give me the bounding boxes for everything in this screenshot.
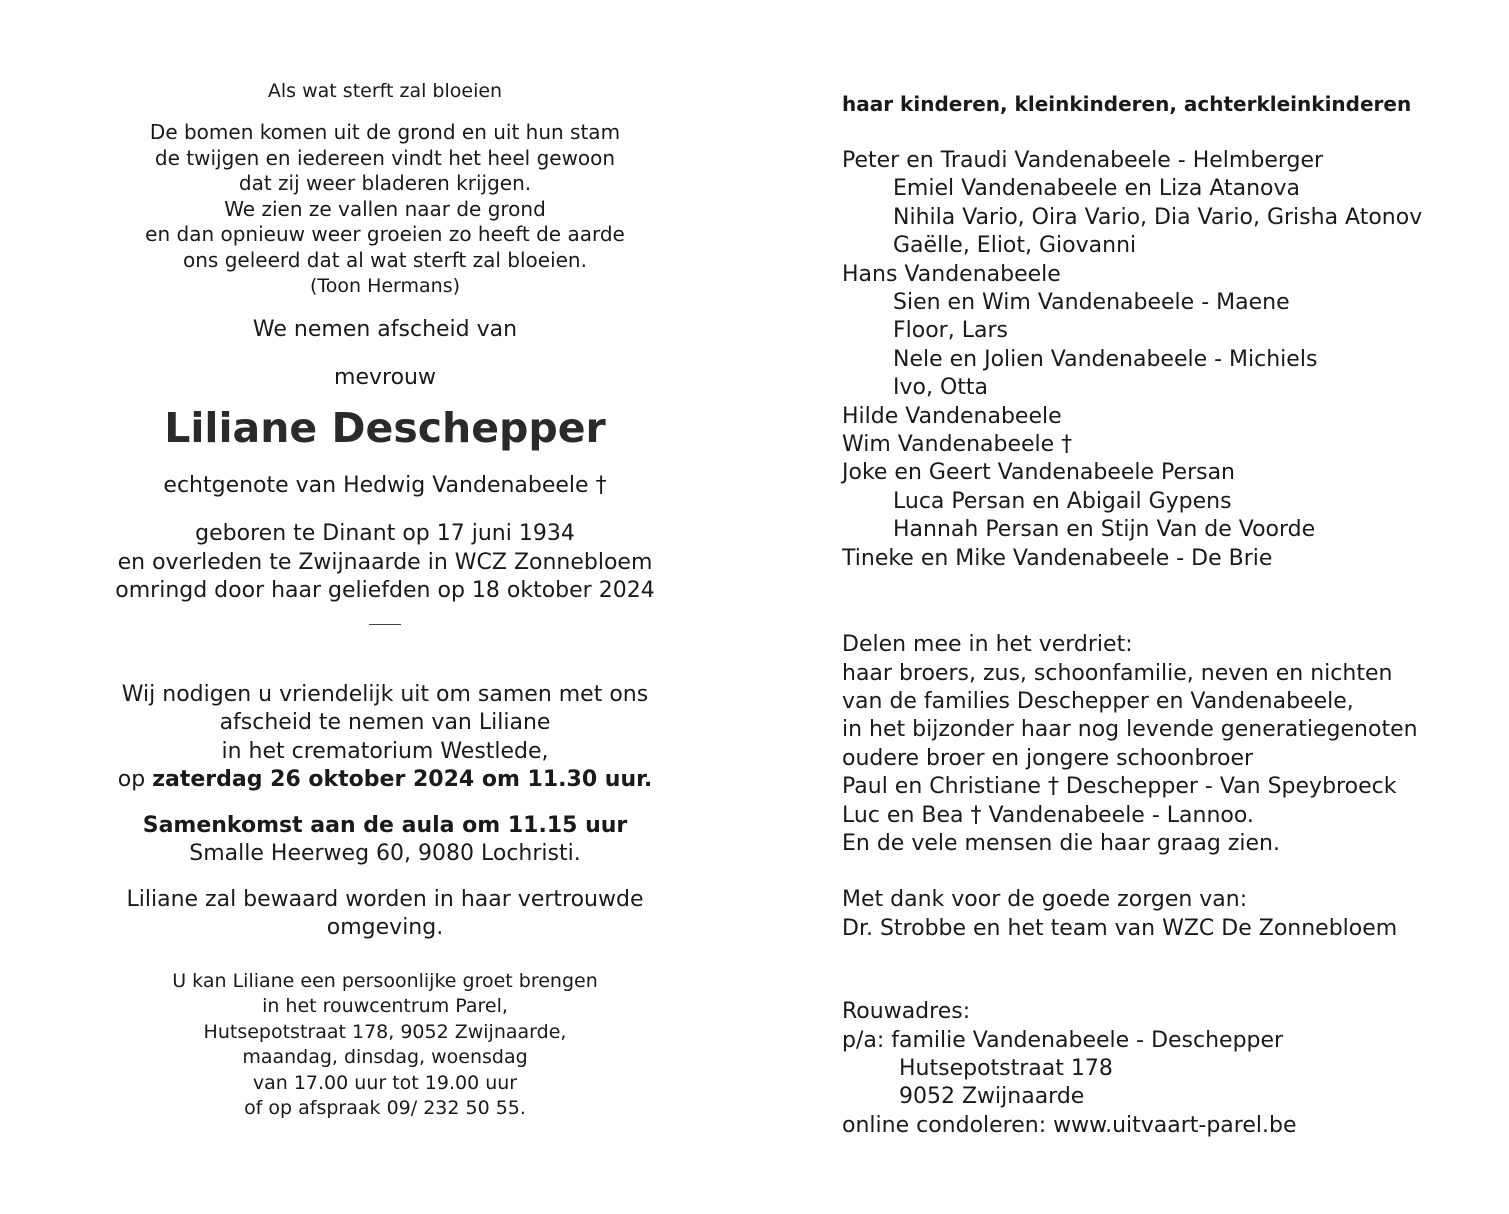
share-line: Luc en Bea † Vandenabeele - Lannoo. [842,802,1254,828]
poem-line: ons geleerd dat al wat sterft zal bloeien. [183,247,587,272]
family-member: Nele en Jolien Vandenabeele - Michiels [893,346,1318,372]
visit-line: maandag, dinsdag, woensdag [242,1046,528,1068]
family-member: Luca Persan en Abigail Gypens [893,488,1232,514]
gathering-time: Samenkomst aan de aula om 11.15 uur [142,812,628,838]
poem-text [80,120,690,273]
farewell-text: We nemen afscheid van [252,317,518,342]
family-member: Ivo, Otta [893,375,989,401]
family-list [842,147,1482,573]
poem-line: en dan opnieuw weer groeien zo heeft de aarde [145,222,625,246]
family-member: Joke en Geert Vandenabeele Persan [842,460,1236,486]
birth-death-details [80,520,690,606]
poem-line: dat zij weer bladeren krijgen. [238,171,532,195]
invitation-block [80,681,690,795]
keep-block [80,886,690,943]
gathering-block [80,812,690,869]
date-prefix: op [117,767,153,792]
divider [369,624,401,625]
visit-line: U kan Liliane een persoonlijke groet brengen [172,969,598,992]
family-member: Sien en Wim Vandenabeele - Maene [893,290,1290,316]
family-member: Gaëlle, Eliot, Giovanni [893,233,1137,259]
keep-line: omgeving. [326,915,444,940]
family-member: Wim Vandenabeele † [842,432,1073,458]
left-column [80,78,690,1122]
family-member: Peter en Traudi Vandenabeele - Helmberger [842,148,1324,173]
visit-block [80,969,690,1122]
poem-line: We zien ze vallen naar de grond [224,196,546,221]
share-line: oudere broer en jongere schoonbroer [842,745,1254,771]
thanks-line: Met dank voor de goede zorgen van: [842,887,1248,913]
invitation-line: Wij nodigen u vriendelijk uit om samen met ons [121,681,649,707]
family-member: Nihila Vario, Oira Vario, Dia Vario, Grisha Atonov [893,204,1423,230]
visit-line: in het rouwcentrum Parel, [262,995,508,1017]
family-member: Tineke en Mike Vandenabeele - De Brie [842,545,1273,571]
share-line: haar broers, zus, schoonfamilie, neven en nichten [842,660,1393,686]
death-line: en overleden te Zwijnaarde in WCZ Zonnebloem [117,549,653,575]
share-line: En de vele mensen die haar graag zien. [842,830,1280,856]
gathering-address: Smalle Heerweg 60, 9080 Lochristi. [189,841,581,866]
ceremony-date-line [80,766,690,795]
poem-line: de twijgen en iedereen vindt het heel gewoon [154,145,616,170]
spouse-line: echtgenote van Hedwig Vandenabeele † [163,473,607,498]
address-label: Rouwadres: [842,999,971,1025]
share-line: Paul en Christiane † Deschepper - Van Speybroeck [842,774,1397,800]
family-member: Hans Vandenabeele [842,261,1061,287]
thanks-line: Dr. Strobbe en het team van WZC De Zonnebloem [842,915,1398,941]
family-heading: haar kinderen, kleinkinderen, achterkleinkinderen [842,92,1412,116]
address-recipient: p/a: familie Vandenabeele - Deschepper [842,1027,1284,1053]
visit-line: van 17.00 uur tot 19.00 uur [252,1071,518,1094]
family-member: Hannah Persan en Stijn Van de Voorde [893,517,1316,543]
birth-line: geboren te Dinant op 17 juni 1934 [195,521,575,546]
right-column [842,90,1482,1140]
deceased-name: Liliane Deschepper [164,404,606,452]
share-line: in het bijzonder haar nog levende generatiegenoten [842,717,1418,743]
share-line: van de families Deschepper en Vandenabeele, [842,688,1354,714]
poem-author: (Toon Hermans) [309,275,461,297]
address-city: 9052 Zwijnaarde [899,1084,1085,1110]
visit-line: of op afspraak 09/ 232 50 55. [244,1097,526,1119]
share-grief-block [842,631,1482,858]
keep-line: Liliane zal bewaard worden in haar vertrouwde [126,886,644,912]
online-condolence-link[interactable]: online condoleren: www.uitvaart-parel.be [842,1112,1297,1138]
family-member: Hilde Vandenabeele [842,403,1062,429]
poem-line: De bomen komen uit de grond en uit hun stam [149,120,621,144]
ceremony-date: zaterdag 26 oktober 2024 om 11.30 uur. [152,767,653,792]
share-line: Delen mee in het verdriet: [842,632,1133,658]
mourning-address-block [842,998,1482,1140]
honorific: mevrouw [334,365,436,390]
invitation-line: in het crematorium Westlede, [221,738,549,764]
visit-line: Hutsepotstraat 178, 9052 Zwijnaarde, [203,1020,567,1043]
family-member: Floor, Lars [893,318,1008,344]
poem-title: Als wat sterft zal bloeien [267,80,503,102]
thanks-block [842,886,1482,943]
family-member: Emiel Vandenabeele en Liza Atanova [893,176,1300,202]
death-date-line: omringd door haar geliefden op 18 oktober 2024 [115,578,655,603]
address-street: Hutsepotstraat 178 [899,1055,1113,1081]
invitation-line: afscheid te nemen van Liliane [219,710,551,735]
